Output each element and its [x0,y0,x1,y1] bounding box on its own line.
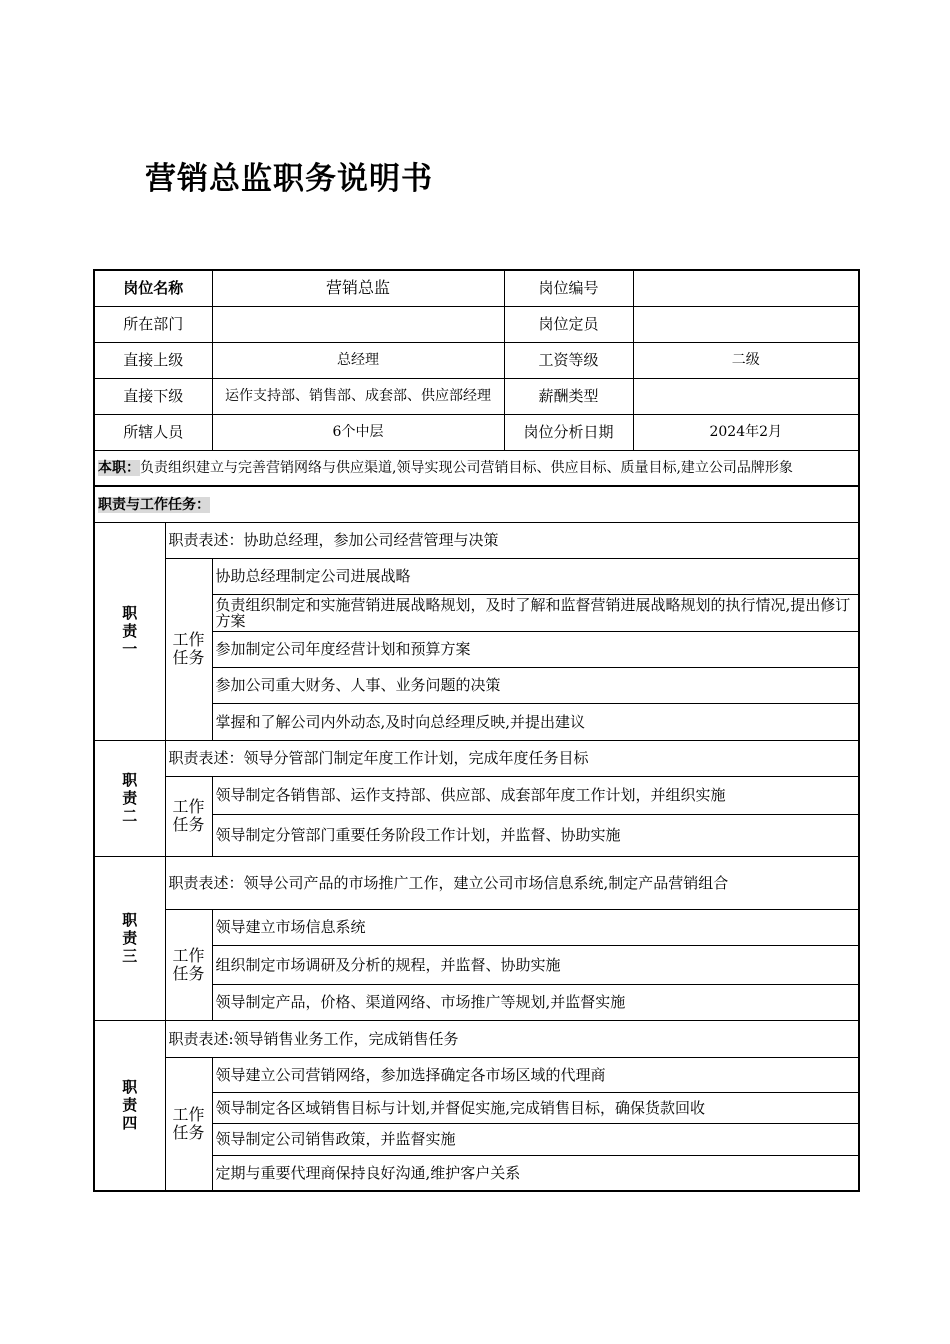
resp4-task-3: 领导制定公司销售政策，并监督实施 [212,1123,859,1155]
resp3-name: 职 责 三 [94,856,165,1020]
label-pay-type: 薪酬类型 [504,378,633,414]
label-analysis-date: 岗位分析日期 [504,414,633,450]
resp2-task-1: 领导制定各销售部、运作支持部、供应部、成套部年度工作计划，并组织实施 [212,776,859,814]
value-staff: 6个中层 [212,414,504,450]
resp1-task-2: 负责组织制定和实施营销进展战略规划，及时了解和监督营销进展战略规划的执行情况,提出修订方案 [212,594,859,631]
info-row-staff [94,414,859,450]
label-position-code: 岗位编号 [504,270,633,306]
label-position-name: 岗位名称 [94,270,212,306]
label-superior: 直接上级 [94,342,212,378]
job-description-table [93,269,860,1192]
info-row-position-name [94,270,859,306]
resp4-statement-row [94,1020,859,1057]
label-salary-grade: 工资等级 [504,342,633,378]
resp3-task-2: 组织制定市场调研及分析的规程，并监督、协助实施 [212,945,859,984]
resp1-task-1: 协助总经理制定公司进展战略 [212,558,859,594]
info-row-superior [94,342,859,378]
page-title: 营销总监职务说明书 [145,161,433,197]
resp1-task-5: 掌握和了解公司内外动态,及时向总经理反映,并提出建议 [212,703,859,740]
label-subordinates: 直接下级 [94,378,212,414]
resp1-task-3: 参加制定公司年度经营计划和预算方案 [212,631,859,667]
duty-label: 本职： [98,460,140,477]
resp1-task-label: 工作 任务 [165,558,212,740]
resp1-name: 职 责 一 [94,522,165,740]
resp4-task-2: 领导制定各区域销售目标与计划,并督促实施,完成销售目标，确保货款回收 [212,1092,859,1123]
label-headcount: 岗位定员 [504,306,633,342]
resp3-task-3: 领导制定产品，价格、渠道网络、市场推广等规划,并监督实施 [212,984,859,1020]
duty-cell [94,450,859,486]
resp3-task-label: 工作 任务 [165,909,212,1020]
resp3-statement-row [94,856,859,909]
resp3-task-1: 领导建立市场信息系统 [212,909,859,945]
resp2-name: 职 责 二 [94,740,165,856]
value-analysis-date: 2024年2月 [633,414,859,450]
value-position-code [633,270,859,306]
value-department [212,306,504,342]
value-headcount [633,306,859,342]
resp4-task-label: 工作 任务 [165,1057,212,1191]
resp3-task-row [94,909,859,945]
section-title-cell [94,486,859,522]
info-row-department [94,306,859,342]
resp4-task-4: 定期与重要代理商保持良好沟通,维护客户关系 [212,1155,859,1191]
resp2-task-row [94,776,859,814]
resp4-statement: 职责表述:领导销售业务工作，完成销售任务 [165,1020,859,1057]
resp2-statement: 职责表述：领导分管部门制定年度工作计划，完成年度任务目标 [165,740,859,776]
resp3-statement: 职责表述：领导公司产品的市场推广工作，建立公司市场信息系统,制定产品营销组合 [165,856,859,909]
resp4-task-1: 领导建立公司营销网络，参加选择确定各市场区域的代理商 [212,1057,859,1092]
duty-text: 负责组织建立与完善营销网络与供应渠道,领导实现公司营销目标、供应目标、质量目标,建立公司品牌形象 [140,460,793,477]
resp4-name: 职 责 四 [94,1020,165,1191]
value-subordinates: 运作支持部、销售部、成套部、供应部经理 [212,378,504,414]
resp2-task-label: 工作 任务 [165,776,212,856]
section-title-row [94,486,859,522]
info-row-subordinates [94,378,859,414]
resp2-task-2: 领导制定分管部门重要任务阶段工作计划，并监督、协助实施 [212,814,859,856]
resp1-statement: 职责表述：协助总经理，参加公司经营管理与决策 [165,522,859,558]
value-salary-grade: 二级 [633,342,859,378]
duty-row [94,450,859,486]
resp4-task-row [94,1057,859,1092]
label-department: 所在部门 [94,306,212,342]
value-superior: 总经理 [212,342,504,378]
resp1-task-4: 参加公司重大财务、人事、业务问题的决策 [212,667,859,703]
value-pay-type [633,378,859,414]
resp1-statement-row [94,522,859,558]
section-title: 职责与工作任务： [98,496,210,513]
resp1-task-row [94,558,859,594]
value-position-name: 营销总监 [212,270,504,306]
resp2-statement-row [94,740,859,776]
label-staff: 所辖人员 [94,414,212,450]
